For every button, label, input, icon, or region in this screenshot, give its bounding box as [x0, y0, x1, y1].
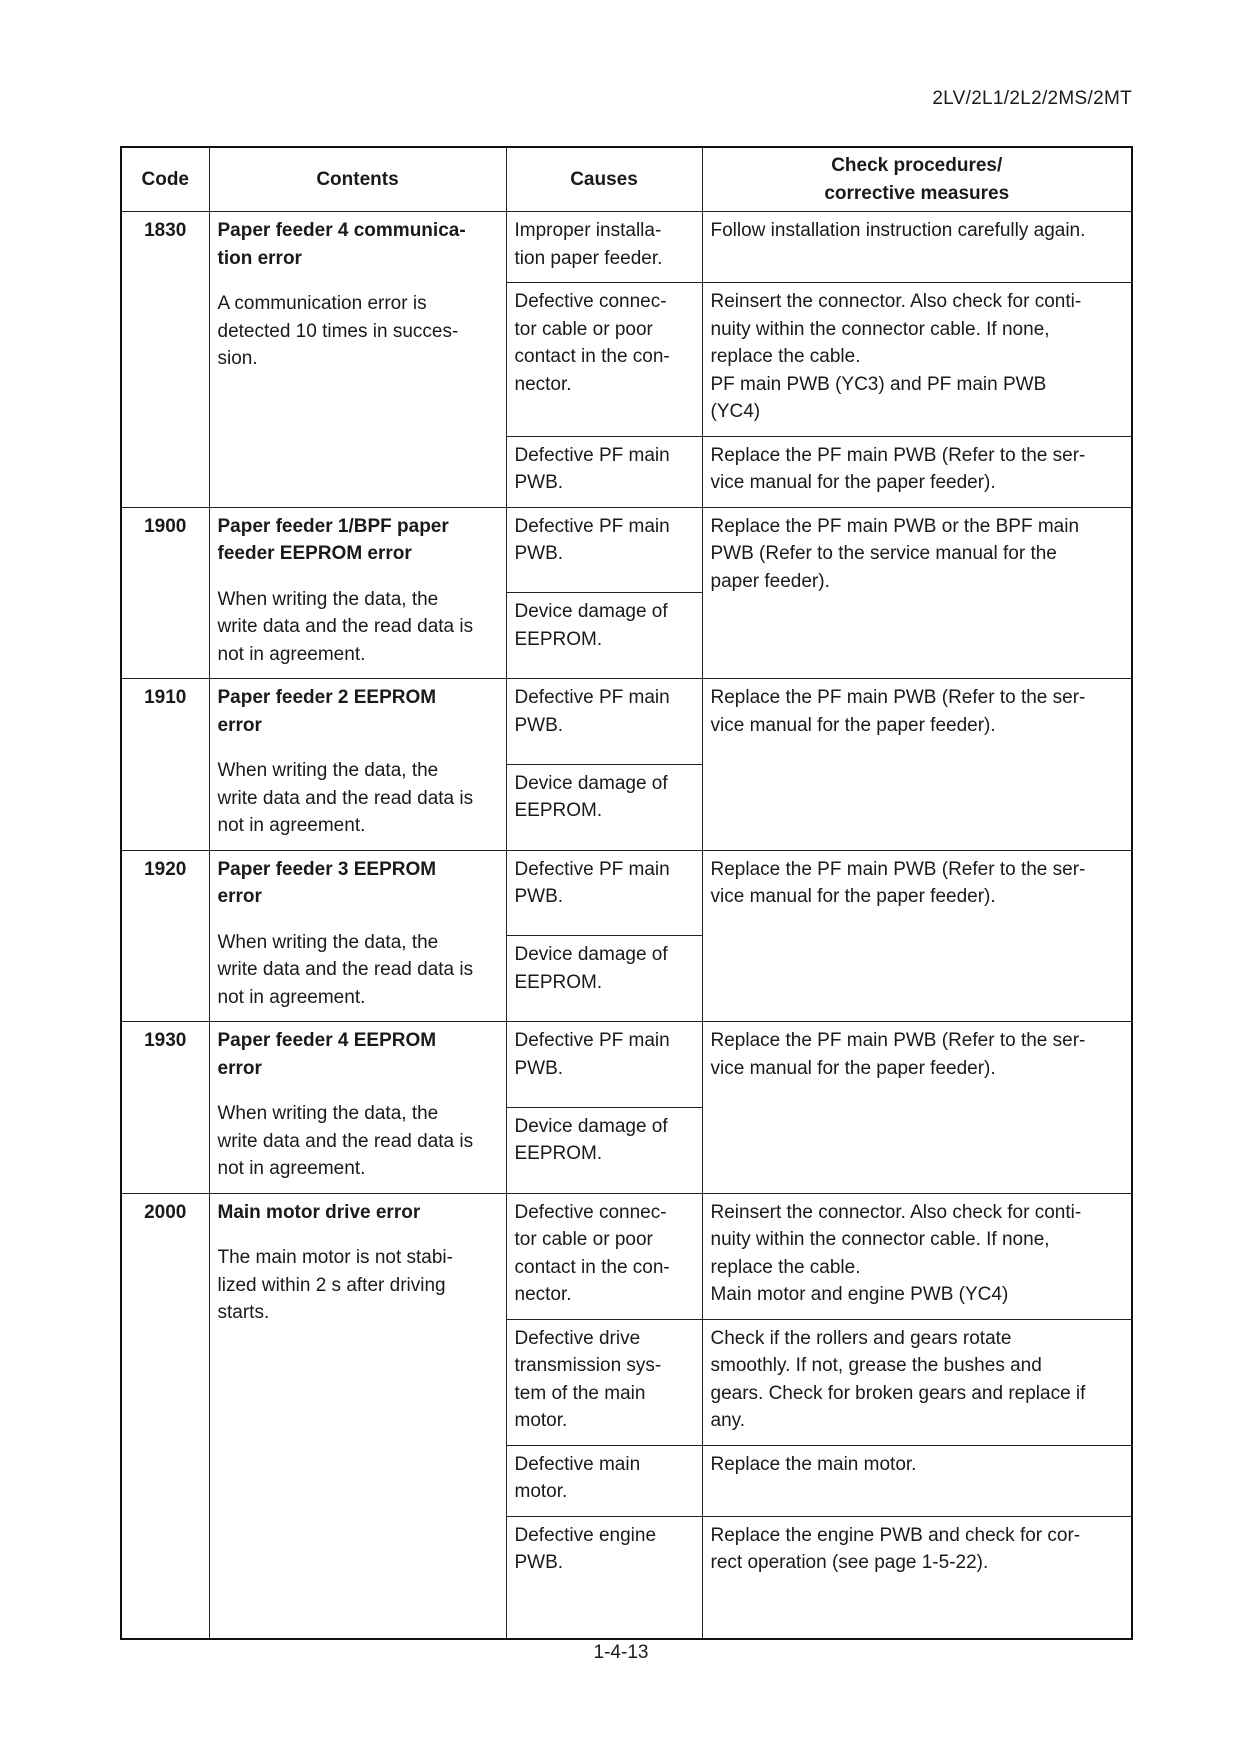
- cause-cell: [506, 1319, 702, 1445]
- cause-cell-line: PWB.: [514, 714, 564, 736]
- error-title-line: Paper feeder 4 communica-: [217, 220, 466, 241]
- error-description-line: sion.: [217, 348, 258, 369]
- cause-cell-line: Defective PF main: [514, 515, 670, 537]
- measure-cell-line: paper feeder).: [710, 570, 830, 592]
- error-title-line: feeder EEPROM error: [217, 543, 412, 564]
- cause-cell-line: PWB.: [514, 472, 564, 493]
- error-description-line: When writing the data, the: [217, 1103, 439, 1124]
- header-causes: Causes: [506, 147, 702, 212]
- measure-cell-line: Replace the main motor.: [710, 1453, 917, 1475]
- cause-cell-line: Defective PF main: [514, 444, 670, 466]
- cause-cell-line: Device damage of: [514, 601, 668, 623]
- error-code-cell: 1930: [121, 1022, 209, 1194]
- page-number: 1-4-13: [593, 1642, 649, 1663]
- cause-cell: [506, 764, 702, 850]
- measure-cell-line: any.: [710, 1410, 746, 1431]
- header-check-line-1: Check procedures/: [831, 155, 1003, 176]
- error-title-line: error: [217, 1057, 262, 1079]
- error-title-line: Paper feeder 2 EEPROM: [217, 687, 437, 708]
- error-description-line: A communication error is: [217, 293, 427, 314]
- cause-cell-line: PWB.: [514, 543, 564, 564]
- cause-cell: [506, 1445, 702, 1516]
- error-title-line: error: [217, 886, 262, 907]
- error-title-line: Paper feeder 3 EEPROM: [217, 858, 437, 880]
- cause-cell-line: Defective connec-: [514, 291, 667, 312]
- error-description-line: write data and the read data is: [217, 1130, 474, 1152]
- contents-cell: [209, 679, 506, 851]
- error-description-line: write data and the read data is: [217, 787, 474, 809]
- cause-cell-line: Defective PF main: [514, 687, 670, 708]
- error-description-line: starts.: [217, 1302, 270, 1323]
- cause-cell-line: Device damage of: [514, 772, 668, 794]
- cause-cell-line: tor cable or poor: [514, 318, 653, 340]
- table-header-row: [121, 147, 1132, 212]
- cause-cell-line: Defective connec-: [514, 1201, 667, 1223]
- error-description-line: write data and the read data is: [217, 616, 474, 637]
- cause-cell-line: Device damage of: [514, 1115, 668, 1137]
- table-row: [121, 1022, 1132, 1108]
- measure-cell-line: rect operation (see page 1-5-22).: [710, 1552, 989, 1573]
- measure-cell-line: Replace the engine PWB and check for cor-: [710, 1524, 1081, 1546]
- error-description-line: not in agreement.: [217, 643, 366, 665]
- error-description-line: lized within 2 s after driving: [217, 1274, 446, 1296]
- error-description: [218, 757, 498, 840]
- cause-cell: [506, 936, 702, 1022]
- cause-cell: [506, 1107, 702, 1193]
- measure-cell-line: gears. Check for broken gears and replace if: [710, 1382, 1086, 1404]
- error-title-line: tion error: [217, 247, 302, 269]
- measure-cell-line: Reinsert the connector. Also check for conti-: [710, 1201, 1082, 1223]
- header-check-line-2: corrective measures: [824, 182, 1010, 204]
- cause-cell-line: nector.: [514, 373, 572, 395]
- measure-cell: [702, 1445, 1132, 1516]
- error-title: [218, 217, 498, 272]
- measure-cell: [702, 850, 1132, 1022]
- cause-cell: [506, 593, 702, 679]
- measure-cell-line: nuity within the connector cable. If none,: [710, 1229, 1050, 1250]
- measure-cell: [702, 283, 1132, 437]
- error-description: [218, 1100, 498, 1183]
- error-title-line: Paper feeder 4 EEPROM: [217, 1030, 437, 1051]
- error-description-line: The main motor is not stabi-: [217, 1247, 453, 1268]
- measure-cell-line: Check if the rollers and gears rotate: [710, 1327, 1012, 1349]
- contents-cell: [209, 1022, 506, 1194]
- error-description-line: not in agreement.: [217, 1158, 366, 1179]
- cause-cell: [506, 1516, 702, 1639]
- error-title-line: Main motor drive error: [217, 1201, 421, 1223]
- error-code-cell: 1900: [121, 507, 209, 679]
- measure-cell: [702, 507, 1132, 679]
- measure-cell-line: vice manual for the paper feeder).: [710, 1057, 996, 1079]
- cause-cell-line: contact in the con-: [514, 346, 670, 367]
- table-body: [121, 212, 1132, 1639]
- measure-cell: [702, 1319, 1132, 1445]
- measure-cell: [702, 1022, 1132, 1194]
- measure-cell-line: Follow installation instruction carefully again.: [710, 220, 1086, 241]
- contents-cell: [209, 1193, 506, 1639]
- contents-cell: [209, 507, 506, 679]
- cause-cell-line: nector.: [514, 1284, 572, 1305]
- measure-cell-line: Main motor and engine PWB (YC4): [710, 1284, 1009, 1305]
- contents-cell: [209, 212, 506, 508]
- measure-cell-line: Replace the PF main PWB (Refer to the ser-: [710, 858, 1086, 880]
- cause-cell-line: Defective engine: [514, 1524, 657, 1546]
- cause-cell-line: EEPROM.: [514, 1143, 603, 1165]
- measure-cell-line: vice manual for the paper feeder).: [710, 714, 996, 736]
- error-description: [218, 290, 498, 373]
- cause-cell-line: tem of the main: [514, 1382, 646, 1404]
- measure-cell-line: Replace the PF main PWB (Refer to the ser-: [710, 687, 1086, 708]
- cause-cell-line: PWB.: [514, 1552, 564, 1573]
- table-row: [121, 212, 1132, 283]
- cause-cell-line: EEPROM.: [514, 628, 603, 650]
- measure-cell-line: Reinsert the connector. Also check for conti-: [710, 291, 1082, 312]
- error-title-line: Paper feeder 1/BPF paper: [217, 515, 449, 537]
- cause-cell-line: motor.: [514, 1410, 568, 1431]
- measure-cell-line: smoothly. If not, grease the bushes and: [710, 1355, 1042, 1376]
- cause-cell: [506, 1022, 702, 1108]
- cause-cell-line: transmission sys-: [514, 1355, 662, 1376]
- header-check-procedures: [702, 147, 1132, 212]
- contents-cell: [209, 850, 506, 1022]
- measure-cell: [702, 1516, 1132, 1639]
- error-description-line: not in agreement.: [217, 986, 366, 1008]
- cause-cell-line: tion paper feeder.: [514, 247, 663, 269]
- error-description-line: write data and the read data is: [217, 959, 474, 980]
- error-description: [218, 1244, 498, 1327]
- measure-cell-line: nuity within the connector cable. If none,: [710, 318, 1050, 340]
- error-description-line: detected 10 times in succes-: [217, 320, 459, 342]
- error-code-cell: 1830: [121, 212, 209, 508]
- table-row: [121, 1193, 1132, 1319]
- measure-cell-line: Replace the PF main PWB (Refer to the ser-: [710, 444, 1086, 466]
- error-title: [218, 513, 498, 568]
- measure-cell-line: vice manual for the paper feeder).: [710, 472, 996, 493]
- error-description: [218, 586, 498, 669]
- cause-cell-line: Improper installa-: [514, 220, 662, 241]
- measure-cell-line: PWB (Refer to the service manual for the: [710, 543, 1057, 564]
- cause-cell-line: Defective drive: [514, 1327, 641, 1349]
- cause-cell-line: EEPROM.: [514, 800, 603, 822]
- cause-cell: [506, 212, 702, 283]
- cause-cell-line: PWB.: [514, 1057, 564, 1079]
- error-description-line: When writing the data, the: [217, 760, 439, 781]
- table-row: [121, 850, 1132, 936]
- cause-cell: [506, 283, 702, 437]
- measure-cell-line: replace the cable.: [710, 346, 861, 367]
- error-title: [218, 1027, 498, 1082]
- measure-cell-line: PF main PWB (YC3) and PF main PWB: [710, 373, 1047, 395]
- error-description-line: When writing the data, the: [217, 931, 439, 953]
- cause-cell-line: motor.: [514, 1481, 568, 1502]
- cause-cell-line: EEPROM.: [514, 971, 603, 993]
- cause-cell: [506, 679, 702, 765]
- header-code: Code: [121, 147, 209, 212]
- cause-cell-line: Defective PF main: [514, 1030, 670, 1051]
- error-description-line: When writing the data, the: [217, 588, 439, 610]
- error-description-line: not in agreement.: [217, 815, 366, 836]
- cause-cell-line: tor cable or poor: [514, 1229, 653, 1250]
- cause-cell-line: Defective main: [514, 1453, 641, 1475]
- table-row: [121, 679, 1132, 765]
- model-header: 2LV/2L1/2L2/2MS/2MT: [932, 88, 1132, 109]
- table-row: [121, 507, 1132, 593]
- error-title: [218, 1199, 498, 1227]
- measure-cell-line: Replace the PF main PWB or the BPF main: [710, 515, 1080, 537]
- error-code-cell: 2000: [121, 1193, 209, 1639]
- error-title: [218, 684, 498, 739]
- error-description: [218, 929, 498, 1012]
- measure-cell-line: (YC4): [710, 401, 761, 422]
- measure-cell: [702, 212, 1132, 283]
- cause-cell-line: Device damage of: [514, 944, 668, 966]
- service-code-table: [120, 146, 1133, 1640]
- error-title-line: error: [217, 714, 262, 736]
- error-code-cell: 1920: [121, 850, 209, 1022]
- measure-cell-line: replace the cable.: [710, 1256, 861, 1278]
- measure-cell: [702, 1193, 1132, 1319]
- header-contents: Contents: [209, 147, 506, 212]
- cause-cell-line: PWB.: [514, 886, 564, 907]
- cause-cell: [506, 850, 702, 936]
- cause-cell: [506, 507, 702, 593]
- cause-cell: [506, 436, 702, 507]
- cause-cell-line: contact in the con-: [514, 1256, 670, 1278]
- error-title: [218, 856, 498, 911]
- measure-cell-line: vice manual for the paper feeder).: [710, 886, 996, 907]
- measure-cell-line: Replace the PF main PWB (Refer to the ser-: [710, 1030, 1086, 1051]
- measure-cell: [702, 679, 1132, 851]
- cause-cell: [506, 1193, 702, 1319]
- error-code-cell: 1910: [121, 679, 209, 851]
- measure-cell: [702, 436, 1132, 507]
- cause-cell-line: Defective PF main: [514, 858, 670, 880]
